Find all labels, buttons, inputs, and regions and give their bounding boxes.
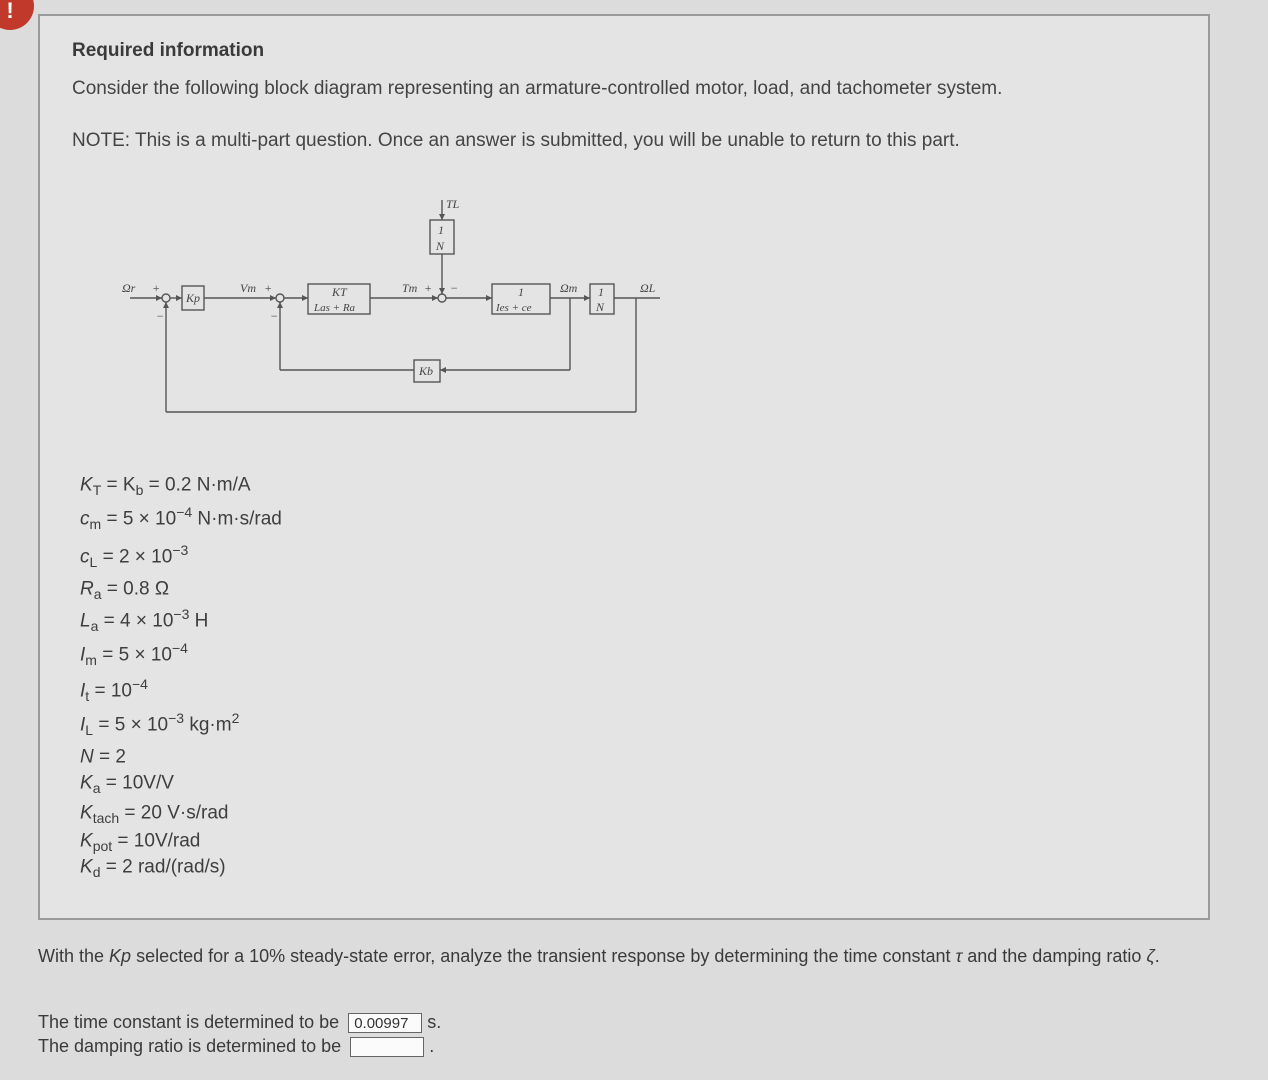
parameter-part: I — [80, 644, 86, 666]
parameter-part: I — [80, 680, 86, 702]
tm-label: Tm — [402, 281, 418, 295]
parameter-part: = 0.2 N·m/A — [143, 474, 251, 496]
gear-top-den: N — [436, 239, 445, 253]
time-constant-input[interactable]: 0.00997 — [348, 1013, 422, 1033]
parameter-part: K — [80, 474, 93, 496]
output-label: ΩL — [640, 281, 656, 295]
parameter-part: = 5 × 10 — [101, 508, 177, 530]
input-label: Ωr — [122, 281, 136, 295]
parameter-part: −4 — [176, 504, 193, 520]
parameter-part: = 2 × 10 — [97, 546, 173, 568]
motor-num: KT — [332, 285, 347, 299]
question-tau: τ — [955, 946, 963, 966]
parameter-part: a — [90, 618, 99, 635]
parameter-part: K — [80, 830, 93, 852]
info-intro: Consider the following block diagram representing an armature-controlled motor, load, and tachometer system. — [72, 78, 1003, 99]
gear-out-num: 1 — [598, 285, 604, 299]
sum1-plus: + — [152, 281, 161, 295]
gear-top-num: 1 — [438, 223, 444, 237]
motor-den: Las + Ra — [314, 302, 356, 314]
parameter-row — [80, 826, 200, 854]
parameter-part: L — [80, 610, 91, 632]
wm-label: Ωm — [560, 281, 578, 295]
parameter-part: = 5 × 10 — [96, 644, 172, 666]
question-kp: Kp — [109, 946, 132, 966]
sum2-plus: + — [264, 281, 273, 295]
parameter-part: L — [89, 554, 98, 571]
parameter-part: = K — [101, 474, 136, 496]
parameter-part: N·m·s/rad — [192, 508, 282, 530]
parameter-part: a — [93, 586, 102, 603]
sum1-minus: − — [156, 309, 165, 323]
time-constant-label: The time constant is determined to be — [38, 1012, 340, 1032]
parameter-part: −4 — [131, 676, 148, 692]
parameter-row — [80, 574, 169, 602]
parameter-part: R — [80, 578, 94, 600]
parameter-part: N — [80, 746, 94, 768]
parameter-part: −3 — [173, 606, 190, 622]
parameter-part: T — [92, 482, 102, 499]
parameter-part: kg·m — [184, 714, 232, 736]
info-title: Required information — [72, 40, 265, 61]
parameter-row — [80, 640, 188, 668]
parameter-part: I — [80, 714, 86, 736]
kb-label: Kb — [419, 364, 434, 378]
parameter-part: a — [92, 780, 101, 797]
time-constant-unit: s. — [427, 1012, 442, 1032]
parameter-row — [80, 676, 148, 704]
parameter-row — [80, 798, 228, 826]
parameter-part: c — [80, 546, 90, 568]
parameter-part: tach — [92, 810, 120, 827]
parameter-part: pot — [92, 838, 113, 855]
info-note: NOTE: This is a multi-part question. Once an answer is submitted, you will be unable to return to this part. — [72, 130, 960, 151]
parameter-part: L — [85, 722, 94, 739]
exclamation-icon: ! — [0, 0, 34, 30]
parameter-part: t — [85, 688, 90, 705]
parameter-part: = 10 — [89, 680, 132, 702]
mech-den: Ies + ce — [496, 302, 532, 314]
parameter-part: 2 — [231, 710, 240, 726]
parameter-part: m — [89, 516, 102, 533]
parameter-row — [80, 768, 174, 796]
parameter-part: −4 — [171, 640, 188, 656]
parameter-part: H — [189, 610, 209, 632]
question-zeta: ζ — [1146, 946, 1155, 966]
question-part3: and the damping ratio — [962, 946, 1147, 966]
parameter-part: −3 — [168, 710, 185, 726]
parameter-row — [80, 710, 239, 738]
damping-ratio-label: The damping ratio is determined to be — [38, 1036, 342, 1056]
sum2-minus: − — [270, 309, 279, 323]
parameter-part: = 20 V·s/rad — [119, 802, 229, 824]
parameter-part: = 10V/rad — [112, 830, 201, 852]
parameter-part: = 10V/V — [100, 772, 174, 794]
vm-label: Vm — [240, 281, 256, 295]
parameter-part: = 2 rad/(rad/s) — [100, 856, 226, 878]
parameter-row — [80, 504, 282, 532]
parameter-part: c — [80, 508, 90, 530]
parameter-part: K — [80, 802, 93, 824]
question-part4: . — [1154, 946, 1160, 966]
time-constant-row — [38, 1012, 441, 1033]
question-text — [38, 944, 1208, 968]
gear-out-den: N — [596, 300, 605, 314]
question-part2: selected for a 10% steady-state error, analyze the transient response by determining the time constant — [131, 946, 956, 966]
tl-label: TL — [446, 197, 460, 211]
parameter-part: = 4 × 10 — [98, 610, 174, 632]
parameter-part: = 0.8 Ω — [101, 578, 170, 600]
sum3-minus: − — [450, 281, 459, 295]
required-information-panel — [38, 14, 1210, 920]
parameter-part: m — [85, 652, 97, 669]
parameter-row — [80, 542, 188, 570]
parameter-part: = 5 × 10 — [93, 714, 169, 736]
parameter-part: d — [92, 864, 101, 881]
parameter-part: K — [80, 856, 93, 878]
damping-ratio-input[interactable] — [350, 1037, 424, 1057]
parameter-row — [80, 742, 126, 770]
parameter-part: = 2 — [93, 746, 126, 768]
block-diagram — [80, 180, 660, 420]
parameter-row — [80, 470, 251, 498]
parameter-part: −3 — [172, 542, 189, 558]
kp-label: Kp — [186, 291, 201, 305]
parameter-row — [80, 606, 208, 634]
mech-num: 1 — [518, 285, 524, 299]
question-part1: With the — [38, 946, 110, 966]
parameter-row — [80, 852, 226, 880]
sum3-plus: + — [424, 281, 433, 295]
parameter-part: b — [135, 482, 144, 499]
damping-ratio-tail: . — [429, 1036, 435, 1056]
damping-ratio-row — [38, 1036, 434, 1057]
parameter-part: K — [80, 772, 93, 794]
